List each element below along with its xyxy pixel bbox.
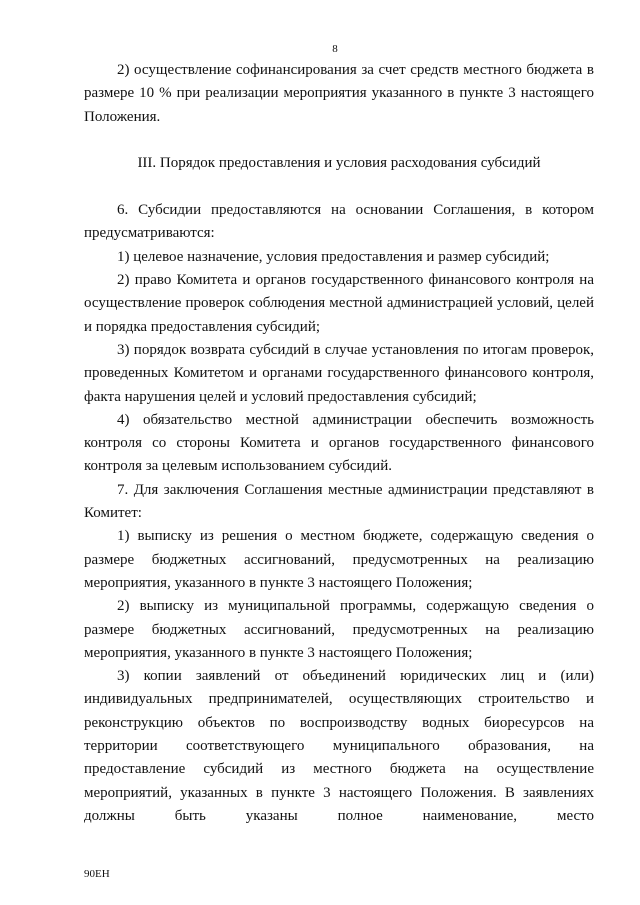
paragraph-7-item-3: 3) копии заявлений от объединений юридических лиц и (или) индивидуальных предпринимателей, осуществляющих строительство и реконструкцию объектов по воспроизводству водных биоресурсов на территории соответствующего муниципального образования, на предоставление субсидий из местного бюджета на осуществление мероприятий, указанных в пункте 3 настоящего Положения. В заявлениях должны быть указаны полное наименование, место xyxy=(84,668,594,824)
paragraph-6-item-2: 2) право Комитета и органов государственного финансового контроля на осуществление проверок соблюдения местной администрацией условий, целей и порядка предоставления субсидий; xyxy=(84,272,594,335)
paragraph-6-item-4: 4) обязательство местной администрации обеспечить возможность контроля со стороны Комитета и органов государственного финансового контроля за целевым использованием субсидий. xyxy=(84,411,594,475)
paragraph-7: 7. Для заключения Соглашения местные администрации представляют в Комитет: xyxy=(84,481,594,522)
intro-item: 2) осуществление софинансирования за счет средств местного бюджета в размере 10 % при реализации мероприятия указанного в пункте 3 настоящего Положения. xyxy=(84,62,594,125)
spacer xyxy=(84,129,594,152)
footer-code: 90ЕН xyxy=(84,868,110,880)
section-heading: III. Порядок предоставления и условия расходования субсидий xyxy=(137,154,541,171)
document-body xyxy=(84,59,594,828)
paragraph-7-item-2: 2) выписку из муниципальной программы, содержащую сведения о размере бюджетных ассигнований, предусмотренных на реализацию мероприятия, указанного в пункте 3 настоящего Положения; xyxy=(84,598,594,661)
paragraph-6: 6. Субсидии предоставляются на основании Соглашения, в котором предусматриваются: xyxy=(84,202,594,242)
paragraph-6-item-3: 3) порядок возврата субсидий в случае установления по итогам проверок, проведенных Комитетом и органами государственного финансового контроля, факта нарушения целей и условий предоставления субсидий; xyxy=(84,341,594,405)
paragraph-6-item-1: 1) целевое назначение, условия предоставления и размер субсидий; xyxy=(117,248,550,265)
page-number: 8 xyxy=(332,43,338,55)
spacer xyxy=(84,175,594,199)
paragraph-7-item-1: 1) выписку из решения о местном бюджете, содержащую сведения о размере бюджетных ассигнований, предусмотренных на реализацию мероприятия, указанного в пункте 3 настоящего Положения; xyxy=(84,528,594,591)
